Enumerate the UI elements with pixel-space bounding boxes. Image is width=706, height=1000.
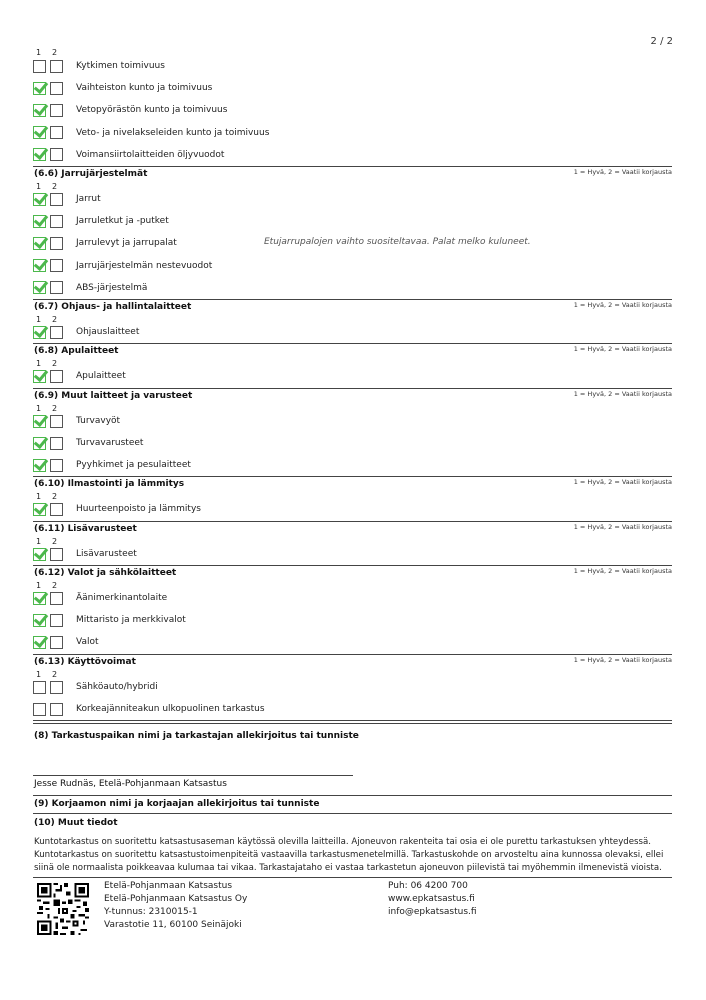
checkbox-needs-repair[interactable] — [50, 459, 63, 472]
checklist-row — [33, 435, 143, 451]
item-label: Äänimerkinantolaite — [76, 593, 168, 603]
section-9-title: (9) Korjaamon nimi ja korjaajan allekirjoitus tai tunniste — [34, 799, 320, 809]
section-title: (6.7) Ohjaus- ja hallintalaitteet — [34, 302, 192, 312]
checklist-row — [33, 546, 137, 562]
column-header — [36, 48, 68, 57]
section-title: (6.9) Muut laitteet ja varusteet — [34, 391, 193, 401]
section-8-title: (8) Tarkastuspaikan nimi ja tarkastajan allekirjoitus tai tunniste — [34, 731, 359, 741]
item-label: Jarruletkut ja -putket — [76, 216, 169, 227]
notes-text: Kuntotarkastus on suoritettu katsastusaseman käytössä olevilla laitteilla. Ajoneuvon rakenteita tai osia ei ole purettu tarkastuksen yhteydessä. Kuntotarkastus on suoritettu katsastustoimenpiteitä vastaavilla tarkastusmenetelmillä. Tarkastuskohde on arvosteltu aina kunnossa olevaksi, ellei siinä ole normaalista poikkeavaa kulumaa tai vikaa. Tarkastajataho ei vastaa tarkastetun ajoneuvon piilevistä tai myöhemmin ilmenevistä vioista. — [34, 837, 664, 873]
checklist-row — [33, 457, 191, 473]
checklist-row — [33, 80, 212, 96]
checkbox-good[interactable] — [33, 104, 46, 117]
item-label: ABS-järjestelmä — [76, 282, 148, 293]
item-label: Mittaristo ja merkkivalot — [76, 615, 186, 626]
checkbox-needs-repair[interactable] — [50, 681, 63, 694]
checkbox-needs-repair[interactable] — [50, 326, 63, 339]
column-number: 1 — [36, 48, 42, 57]
rating-legend: 1 = Hyvä, 2 = Vaatii korjausta — [573, 523, 672, 531]
checkbox-good[interactable] — [33, 503, 46, 516]
checkbox-needs-repair[interactable] — [50, 259, 63, 272]
checkbox-needs-repair[interactable] — [50, 82, 63, 95]
item-label: Veto- ja nivelakseleiden kunto ja toimivuus — [76, 127, 270, 138]
checklist-row — [33, 679, 158, 695]
item-label: Vaihteiston kunto ja toimivuus — [76, 83, 213, 94]
footer-email[interactable]: info@epkatsastus.fi — [388, 907, 477, 917]
item-label: Sähköauto/hybridi — [76, 682, 158, 692]
item-label: Turvavarusteet — [76, 438, 144, 449]
checkbox-needs-repair[interactable] — [50, 614, 63, 627]
checklist-row — [33, 147, 224, 163]
footer-phone: Puh: 06 4200 700 — [388, 881, 468, 891]
checklist-row — [33, 324, 139, 340]
checkbox-good[interactable] — [33, 415, 46, 428]
checklist-row — [33, 701, 265, 717]
section-rule — [33, 299, 672, 300]
column-number: 2 — [52, 48, 58, 57]
column-number: 2 — [52, 492, 58, 501]
checklist-row — [33, 612, 186, 628]
checkbox-needs-repair[interactable] — [50, 548, 63, 561]
checkbox-needs-repair[interactable] — [50, 281, 63, 294]
footer-line: Etelä-Pohjanmaan Katsastus Oy — [104, 894, 248, 904]
checkbox-needs-repair[interactable] — [50, 415, 63, 428]
rating-legend: 1 = Hyvä, 2 = Vaatii korjausta — [573, 301, 672, 309]
checklist-row — [33, 501, 201, 517]
item-label: Apulaitteet — [76, 371, 126, 381]
rating-legend: 1 = Hyvä, 2 = Vaatii korjausta — [573, 168, 672, 176]
item-label: Jarrujärjestelmän nestevuodot — [76, 260, 213, 271]
checkbox-needs-repair[interactable] — [50, 193, 63, 206]
rating-legend: 1 = Hyvä, 2 = Vaatii korjausta — [573, 478, 672, 486]
column-number: 2 — [52, 404, 58, 413]
column-number: 1 — [36, 182, 42, 191]
checkbox-good[interactable] — [33, 326, 46, 339]
checklist-row — [33, 191, 101, 207]
section-rule — [33, 654, 672, 655]
item-label: Voimansiirtolaitteiden öljyvuodot — [76, 149, 225, 160]
section-10-title: (10) Muut tiedot — [34, 818, 118, 828]
rating-legend: 1 = Hyvä, 2 = Vaatii korjausta — [573, 390, 672, 398]
section-rule — [33, 521, 672, 522]
column-number: 2 — [52, 182, 58, 191]
page-number: 2 / 2 — [650, 36, 673, 47]
rating-legend: 1 = Hyvä, 2 = Vaatii korjausta — [573, 656, 672, 664]
checkbox-needs-repair[interactable] — [50, 237, 63, 250]
inspector-name: Jesse Rudnäs, Etelä-Pohjanmaan Katsastus — [34, 779, 227, 789]
item-label: Valot — [76, 637, 99, 648]
column-number: 1 — [36, 359, 42, 368]
column-number: 2 — [52, 581, 58, 590]
item-label: Jarrulevyt ja jarrupalat — [76, 238, 177, 249]
checkbox-good[interactable] — [33, 459, 46, 472]
section-rule — [33, 166, 672, 167]
column-number: 1 — [36, 492, 42, 501]
footer-website[interactable]: www.epkatsastus.fi — [388, 894, 475, 904]
column-number: 2 — [52, 359, 58, 368]
item-label: Jarrut — [76, 194, 101, 204]
footer-company-info — [104, 880, 247, 932]
section-title: (6.6) Jarrujärjestelmät — [34, 169, 148, 179]
checkbox-needs-repair[interactable] — [50, 636, 63, 649]
checklist-row — [33, 235, 177, 251]
item-label: Lisävarusteet — [76, 549, 137, 559]
item-label: Pyyhkimet ja pesulaitteet — [76, 460, 191, 471]
checkbox-needs-repair[interactable] — [50, 370, 63, 383]
checkbox-needs-repair[interactable] — [50, 104, 63, 117]
checkbox-needs-repair[interactable] — [50, 215, 63, 228]
checkbox-good[interactable] — [33, 592, 46, 605]
section-title: (6.12) Valot ja sähkölaitteet — [34, 568, 177, 578]
checkbox-good[interactable] — [33, 703, 46, 716]
column-number: 1 — [36, 537, 42, 546]
checkbox-good[interactable] — [33, 193, 46, 206]
checkbox-good[interactable] — [33, 237, 46, 250]
column-number: 1 — [36, 670, 42, 679]
checklist-row — [33, 258, 212, 274]
checkbox-needs-repair[interactable] — [50, 148, 63, 161]
checkbox-needs-repair[interactable] — [50, 503, 63, 516]
rating-legend: 1 = Hyvä, 2 = Vaatii korjausta — [573, 345, 672, 353]
column-number: 2 — [52, 670, 58, 679]
item-label: Kytkimen toimivuus — [76, 61, 165, 71]
column-number: 1 — [36, 581, 42, 590]
checkbox-needs-repair[interactable] — [50, 60, 63, 73]
checklist-row — [33, 634, 99, 650]
checkbox-good[interactable] — [33, 548, 46, 561]
item-label: Korkeajänniteakun ulkopuolinen tarkastus — [76, 704, 265, 715]
checkbox-good[interactable] — [33, 82, 46, 95]
checklist-row — [33, 125, 269, 141]
checkbox-good[interactable] — [33, 281, 46, 294]
column-number: 1 — [36, 404, 42, 413]
section-10-rule — [33, 813, 672, 814]
checkbox-good[interactable] — [33, 614, 46, 627]
item-label: Huurteenpoisto ja lämmitys — [76, 504, 201, 514]
column-number: 2 — [52, 315, 58, 324]
checkbox-needs-repair[interactable] — [50, 437, 63, 450]
checkbox-good[interactable] — [33, 681, 46, 694]
checkbox-needs-repair[interactable] — [50, 126, 63, 139]
section-8-rule — [33, 720, 672, 724]
checklist-row — [33, 102, 227, 118]
checklist-row — [33, 280, 147, 296]
checkbox-good[interactable] — [33, 148, 46, 161]
item-label: Vetopyörästön kunto ja toimivuus — [76, 105, 228, 116]
checkbox-needs-repair[interactable] — [50, 703, 63, 716]
section-title: (6.11) Lisävarusteet — [34, 524, 137, 534]
checklist-row — [33, 413, 120, 429]
item-remark: Etujarrupalojen vaihto suositeltavaa. Palat melko kuluneet. — [264, 237, 531, 248]
footer-line: Etelä-Pohjanmaan Katsastus — [104, 881, 233, 891]
checkbox-good[interactable] — [33, 126, 46, 139]
section-rule — [33, 565, 672, 566]
section-title: (6.8) Apulaitteet — [34, 346, 119, 356]
checklist-row — [33, 590, 167, 606]
section-9-rule — [33, 795, 672, 796]
footer-contact-info — [388, 880, 477, 919]
section-rule — [33, 388, 672, 389]
section-title: (6.10) Ilmastointi ja lämmitys — [34, 479, 185, 489]
section-title: (6.13) Käyttövoimat — [34, 657, 136, 667]
section-rule — [33, 476, 672, 477]
checkbox-good[interactable] — [33, 370, 46, 383]
column-number: 1 — [36, 315, 42, 324]
checklist-row — [33, 58, 165, 74]
checkbox-good[interactable] — [33, 437, 46, 450]
checklist-row — [33, 213, 169, 229]
checklist-row — [33, 368, 126, 384]
signature-line — [33, 775, 353, 776]
rating-legend: 1 = Hyvä, 2 = Vaatii korjausta — [573, 567, 672, 575]
footer-line: Varastotie 11, 60100 Seinäjoki — [104, 920, 242, 930]
column-number: 2 — [52, 537, 58, 546]
checkbox-good[interactable] — [33, 259, 46, 272]
checkbox-good[interactable] — [33, 636, 46, 649]
column-header — [36, 670, 68, 679]
item-label: Turvavyöt — [76, 416, 121, 426]
checkbox-good[interactable] — [33, 215, 46, 228]
qr-code — [37, 883, 89, 935]
checkbox-good[interactable] — [33, 60, 46, 73]
checkbox-needs-repair[interactable] — [50, 592, 63, 605]
footer-line: Y-tunnus: 2310015-1 — [104, 907, 198, 917]
item-label: Ohjauslaitteet — [76, 327, 140, 337]
footer-rule — [33, 877, 672, 878]
section-rule — [33, 343, 672, 344]
